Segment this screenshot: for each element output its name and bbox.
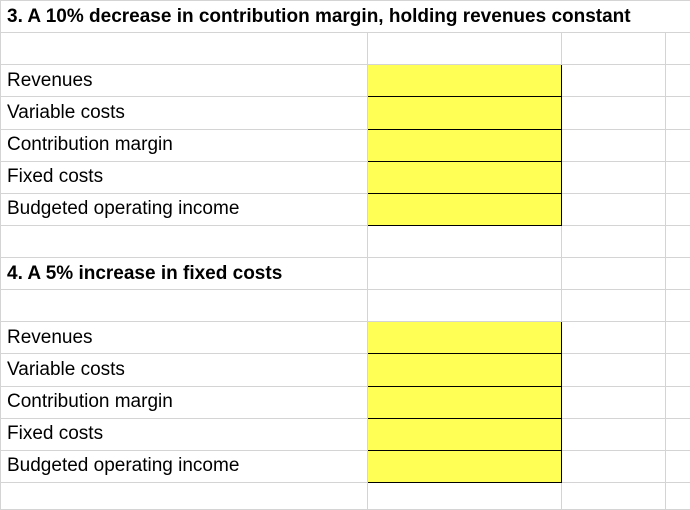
cell[interactable] bbox=[562, 129, 666, 161]
row-blank bbox=[1, 482, 690, 509]
cell[interactable] bbox=[562, 33, 666, 65]
answer-input-cell[interactable] bbox=[368, 450, 562, 482]
cell[interactable] bbox=[562, 290, 666, 322]
row-label[interactable]: Contribution margin bbox=[1, 129, 368, 161]
table-row bbox=[1, 450, 690, 482]
cell[interactable] bbox=[368, 482, 562, 509]
answer-input-cell[interactable] bbox=[368, 129, 562, 161]
row-label[interactable]: Revenues bbox=[1, 322, 368, 354]
cell[interactable] bbox=[666, 129, 690, 161]
row-label[interactable]: Revenues bbox=[1, 65, 368, 97]
cell[interactable] bbox=[562, 418, 666, 450]
cell[interactable] bbox=[666, 65, 690, 97]
row-label[interactable]: Budgeted operating income bbox=[1, 193, 368, 225]
row-blank bbox=[1, 290, 690, 322]
answer-input-cell[interactable] bbox=[368, 65, 562, 97]
table-row bbox=[1, 354, 690, 386]
cell[interactable] bbox=[562, 354, 666, 386]
row-label[interactable]: Variable costs bbox=[1, 97, 368, 129]
row-label[interactable]: Budgeted operating income bbox=[1, 450, 368, 482]
cell[interactable] bbox=[562, 322, 666, 354]
table-row bbox=[1, 418, 690, 450]
cell[interactable] bbox=[1, 290, 368, 322]
cell[interactable] bbox=[368, 258, 562, 290]
cell[interactable] bbox=[368, 225, 562, 257]
cell[interactable] bbox=[562, 161, 666, 193]
answer-input-cell[interactable] bbox=[368, 354, 562, 386]
answer-input-cell[interactable] bbox=[368, 418, 562, 450]
cell[interactable] bbox=[666, 161, 690, 193]
cell[interactable] bbox=[666, 97, 690, 129]
cell[interactable] bbox=[1, 33, 368, 65]
table-row bbox=[1, 322, 690, 354]
table-row bbox=[1, 97, 690, 129]
cell[interactable] bbox=[666, 354, 690, 386]
cell[interactable] bbox=[666, 450, 690, 482]
row-section3-heading bbox=[1, 1, 690, 33]
answer-input-cell[interactable] bbox=[368, 193, 562, 225]
cell[interactable] bbox=[562, 97, 666, 129]
cell[interactable] bbox=[666, 290, 690, 322]
row-blank bbox=[1, 225, 690, 257]
table-row bbox=[1, 193, 690, 225]
cell[interactable] bbox=[562, 386, 666, 418]
cell[interactable] bbox=[666, 386, 690, 418]
row-label[interactable]: Variable costs bbox=[1, 354, 368, 386]
row-label[interactable]: Fixed costs bbox=[1, 418, 368, 450]
cell[interactable] bbox=[666, 258, 690, 290]
cell[interactable] bbox=[666, 33, 690, 65]
section4-heading[interactable]: 4. A 5% increase in fixed costs bbox=[1, 258, 368, 290]
answer-input-cell[interactable] bbox=[368, 97, 562, 129]
row-section4-heading bbox=[1, 258, 690, 290]
cell[interactable] bbox=[562, 65, 666, 97]
table-row bbox=[1, 386, 690, 418]
cell[interactable] bbox=[666, 225, 690, 257]
cell[interactable] bbox=[666, 418, 690, 450]
cell[interactable] bbox=[562, 482, 666, 509]
answer-input-cell[interactable] bbox=[368, 386, 562, 418]
row-label[interactable]: Contribution margin bbox=[1, 386, 368, 418]
cell[interactable] bbox=[562, 450, 666, 482]
table-row bbox=[1, 129, 690, 161]
row-label[interactable]: Fixed costs bbox=[1, 161, 368, 193]
cell[interactable] bbox=[562, 193, 666, 225]
answer-input-cell[interactable] bbox=[368, 161, 562, 193]
row-blank bbox=[1, 33, 690, 65]
cell[interactable] bbox=[666, 193, 690, 225]
cell[interactable] bbox=[1, 225, 368, 257]
cell[interactable] bbox=[666, 322, 690, 354]
table-row bbox=[1, 161, 690, 193]
cell[interactable] bbox=[562, 258, 666, 290]
section3-heading[interactable]: 3. A 10% decrease in contribution margin, holding revenues constant bbox=[1, 1, 690, 33]
cell[interactable] bbox=[562, 225, 666, 257]
cell[interactable] bbox=[666, 482, 690, 509]
answer-input-cell[interactable] bbox=[368, 322, 562, 354]
table-row bbox=[1, 65, 690, 97]
cell[interactable] bbox=[368, 33, 562, 65]
cell[interactable] bbox=[1, 482, 368, 509]
cell[interactable] bbox=[368, 290, 562, 322]
